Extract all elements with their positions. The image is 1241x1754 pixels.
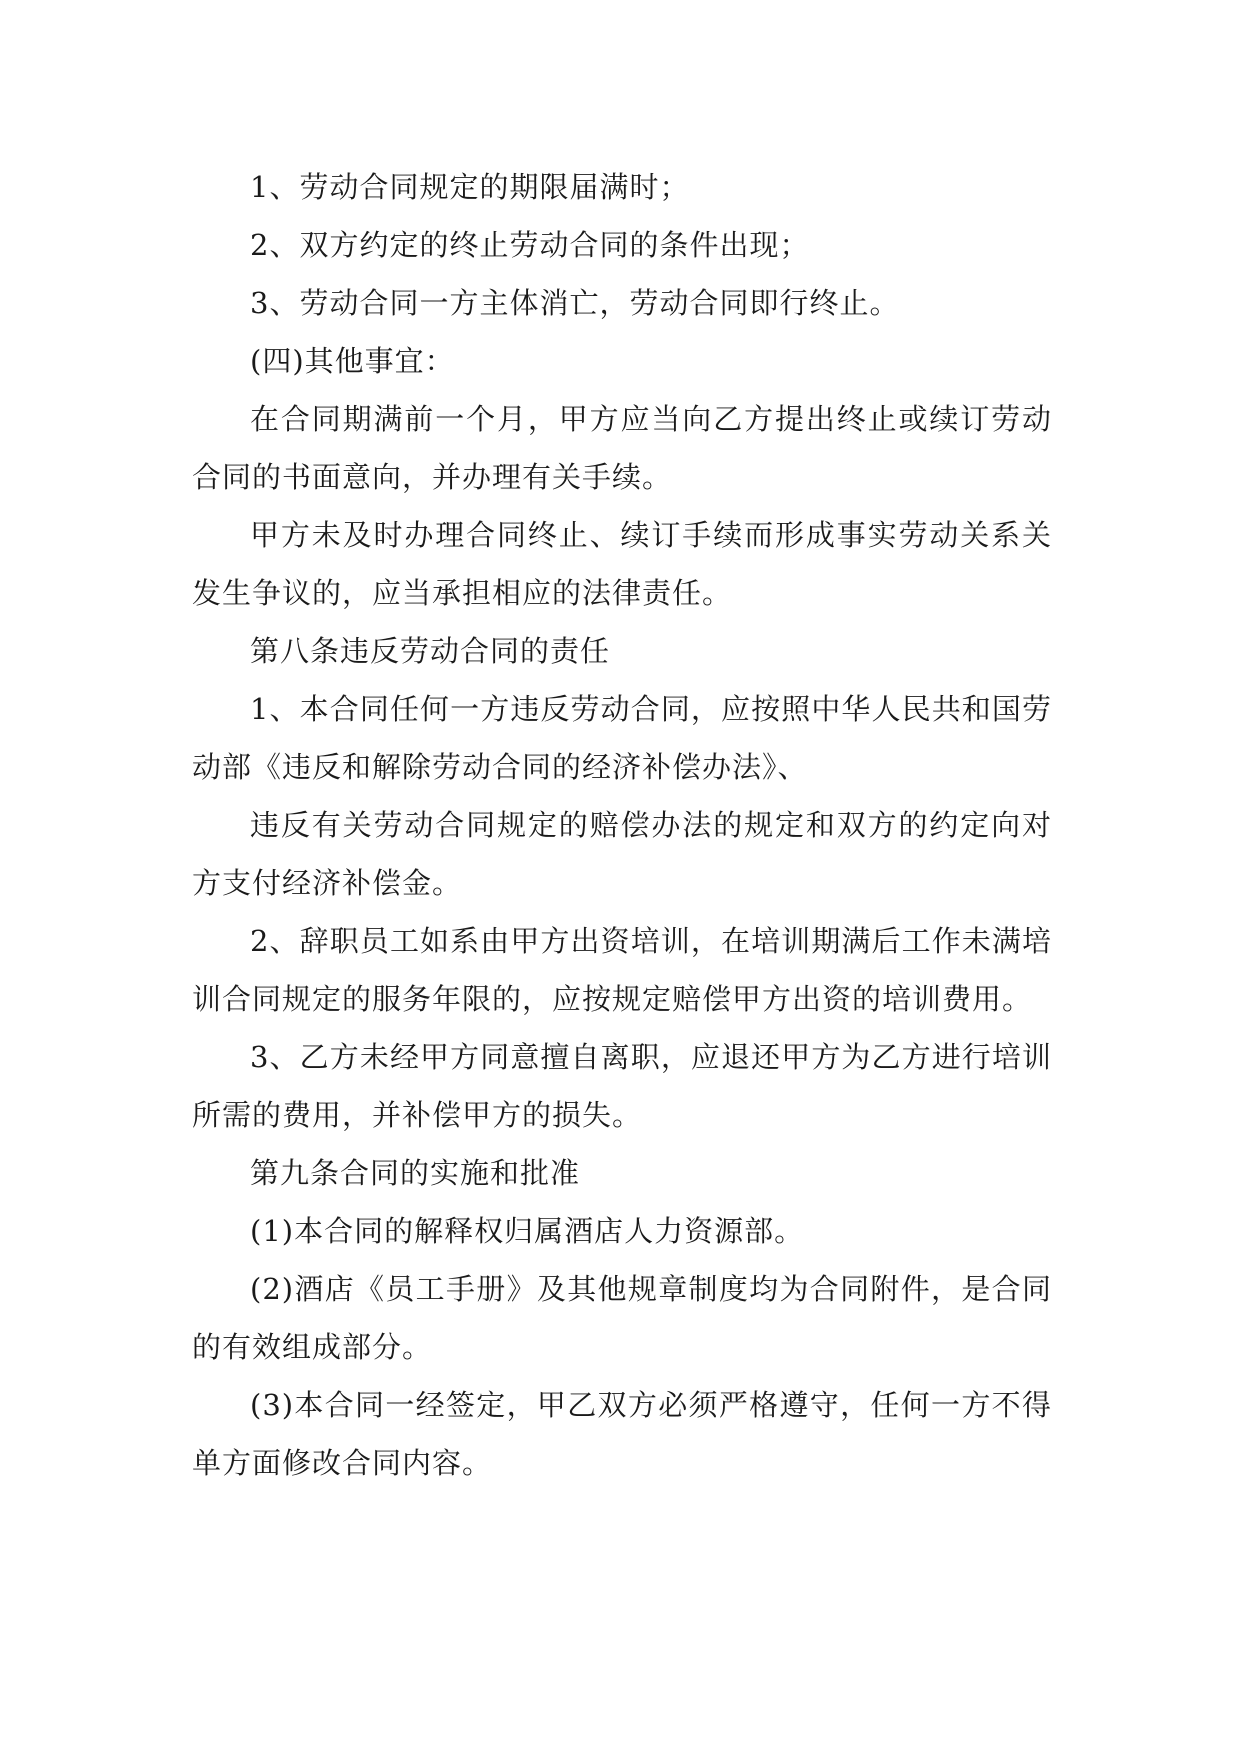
list-item-binding-effect: (3)本合同一经签定，甲乙双方必须严格遵守，任何一方不得单方面修改合同内容。 bbox=[192, 1388, 1052, 1480]
document-body bbox=[192, 158, 1052, 1492]
section-heading-other-matters: (四)其他事宜： bbox=[250, 344, 455, 378]
list-item-interpretation-right: (1)本合同的解释权归属酒店人力资源部。 bbox=[250, 1214, 805, 1248]
article-heading-9: 第九条合同的实施和批准 bbox=[250, 1156, 581, 1190]
list-item-breach-compensation: 1、本合同任何一方违反劳动合同，应按照中华人民共和国劳动部《违反和解除劳动合同的经济补偿办法》、 bbox=[192, 692, 1052, 784]
paragraph-renewal-notice: 在合同期满前一个月，甲方应当向乙方提出终止或续订劳动合同的书面意向，并办理有关手续。 bbox=[192, 402, 1052, 494]
list-item-term-expiry: 1、劳动合同规定的期限届满时； bbox=[250, 170, 690, 204]
article-heading-8: 第八条违反劳动合同的责任 bbox=[250, 634, 611, 668]
paragraph-legal-liability: 甲方未及时办理合同终止、续订手续而形成事实劳动关系关发生争议的，应当承担相应的法律责任。 bbox=[192, 518, 1052, 610]
paragraph-compensation-payment: 违反有关劳动合同规定的赔偿办法的规定和双方的约定向对方支付经济补偿金。 bbox=[192, 808, 1052, 900]
list-item-training-cost: 2、辞职员工如系由甲方出资培训，在培训期满后工作未满培训合同规定的服务年限的，应按规定赔偿甲方出资的培训费用。 bbox=[192, 924, 1052, 1016]
list-item-employee-handbook: (2)酒店《员工手册》及其他规章制度均为合同附件，是合同的有效组成部分。 bbox=[192, 1272, 1052, 1364]
list-item-unauthorized-departure: 3、乙方未经甲方同意擅自离职，应退还甲方为乙方进行培训所需的费用，并补偿甲方的损失。 bbox=[192, 1040, 1052, 1132]
list-item-party-extinction: 3、劳动合同一方主体消亡，劳动合同即行终止。 bbox=[250, 286, 900, 320]
list-item-agreed-condition: 2、双方约定的终止劳动合同的条件出现； bbox=[250, 228, 810, 262]
